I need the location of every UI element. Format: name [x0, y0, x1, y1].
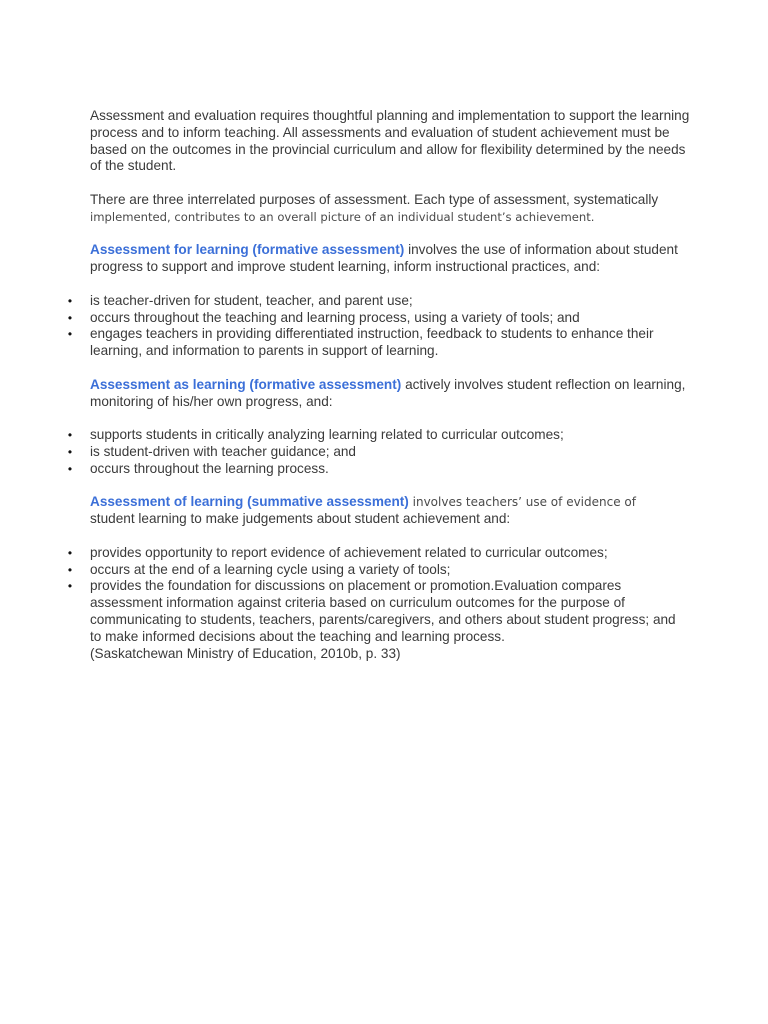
list-item-text: occurs throughout the teaching and learning process, using a variety of tools; and — [90, 309, 580, 325]
list-item-text: occurs at the end of a learning cycle using a variety of tools; — [90, 561, 451, 577]
list-item — [67, 292, 690, 310]
section-of-learning-list — [67, 544, 690, 646]
section-as-learning-text: actively involves student reflection on learning, monitoring of his/her own progress, and: — [90, 376, 686, 409]
section-as-learning-list — [67, 427, 690, 477]
intro-paragraph: Assessment and evaluation requires thoughtful planning and implementation to support the learning process and to inform teaching. All assessments and evaluation of student achievement must be based on the outcomes in the provincial curriculum and allow for flexibility determined by the needs of the student. — [90, 108, 690, 174]
list-item — [67, 561, 690, 579]
citation: (Saskatchewan Ministry of Education, 2010b, p. 33) — [90, 645, 401, 661]
section-of-learning-text: student learning to make judgements about student achievement and: — [90, 511, 511, 527]
section-of-learning-lead — [90, 494, 690, 528]
list-item-text: provides opportunity to report evidence of achievement related to curricular outcomes; — [90, 544, 608, 560]
list-item-text: is teacher-driven for student, teacher, and parent use; — [90, 292, 413, 308]
list-item-text: provides the foundation for discussions on placement or promotion.Evaluation compares assessment information against criteria based on curriculum outcomes for the purpose of communicating to students, teachers, parents/caregivers, and others about student progress; and to make informed decisions about the teaching and learning process. — [90, 578, 676, 644]
document-body — [67, 108, 690, 662]
list-item — [67, 544, 690, 562]
list-item-text: engages teachers in providing differentiated instruction, feedback to students to enhance their learning, and information to parents in support of learning. — [90, 326, 654, 359]
bullet-icon: • — [67, 579, 73, 594]
list-item — [67, 309, 690, 327]
section-for-learning-lead — [90, 242, 690, 276]
section-for-learning-list — [67, 292, 690, 360]
term-assessment-as-learning: Assessment as learning (formative assessment) — [90, 376, 402, 392]
list-item — [67, 427, 690, 444]
list-item — [67, 326, 690, 360]
list-item — [67, 460, 690, 478]
list-item-text: is student-driven with teacher guidance; and — [90, 443, 356, 459]
bullet-icon: • — [67, 327, 73, 342]
term-assessment-for-learning: Assessment for learning (formative assessment) — [90, 242, 405, 258]
section-as-learning-lead — [90, 377, 690, 411]
bullet-icon: • — [67, 545, 73, 560]
list-item — [67, 443, 690, 461]
section-of-learning-text-light: involves teachers’ use of evidence of — [408, 495, 636, 510]
term-assessment-of-learning: Assessment of learning (summative assessment) — [90, 494, 409, 510]
bullet-icon: • — [67, 562, 73, 577]
bullet-icon: • — [67, 428, 73, 443]
section-for-learning-text: involves the use of information about student progress to support and improve student learning, inform instructional practices, and: — [90, 242, 678, 275]
bullet-icon: • — [67, 293, 73, 308]
purposes-intro: There are three interrelated purposes of assessment. Each type of assessment, systematically — [90, 191, 659, 207]
list-item-text: occurs throughout the learning process. — [90, 460, 329, 476]
list-item-text: supports students in critically analyzing learning related to curricular outcomes; — [90, 427, 564, 443]
list-item — [67, 578, 690, 645]
bullet-icon: • — [67, 444, 73, 459]
purposes-intro-continued: implemented, contributes to an overall picture of an individual student’s achievement. — [90, 209, 595, 224]
bullet-icon: • — [67, 461, 73, 476]
purposes-paragraph — [90, 192, 690, 226]
bullet-icon: • — [67, 310, 73, 325]
